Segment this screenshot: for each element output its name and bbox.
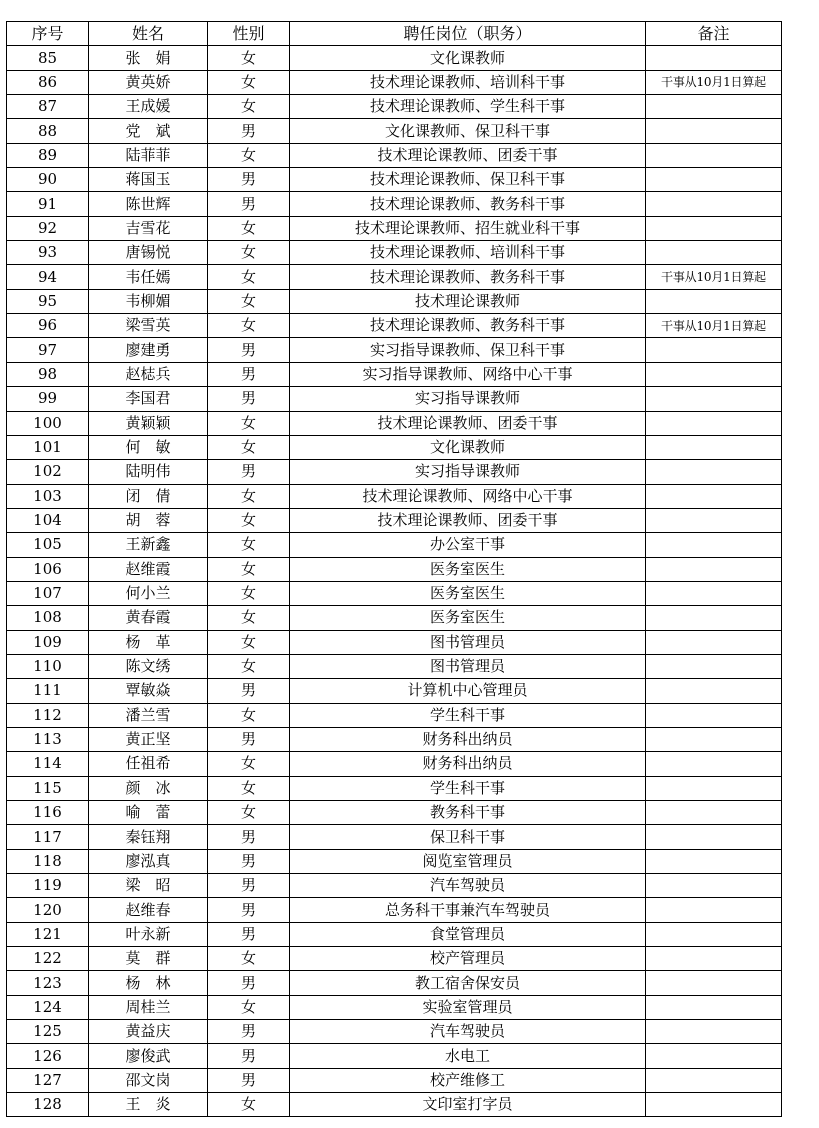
cell-name: 梁 昭: [89, 874, 208, 898]
cell-gender: 女: [208, 801, 290, 825]
cell-serial-number: 118: [7, 849, 89, 873]
table-row: [7, 1068, 782, 1092]
cell-name: 任祖希: [89, 752, 208, 776]
cell-serial-number: 89: [7, 143, 89, 167]
cell-serial-number: 120: [7, 898, 89, 922]
cell-remarks: [646, 703, 782, 727]
table-row: [7, 606, 782, 630]
cell-position: 技术理论课教师、学生科干事: [290, 95, 646, 119]
cell-gender: 男: [208, 898, 290, 922]
cell-name: 喻 蕾: [89, 801, 208, 825]
table-row: [7, 898, 782, 922]
cell-serial-number: 99: [7, 387, 89, 411]
table-row: [7, 679, 782, 703]
table-row: [7, 484, 782, 508]
cell-name: 陈文绣: [89, 654, 208, 678]
cell-position: 技术理论课教师、保卫科干事: [290, 168, 646, 192]
cell-position: 实习指导课教师: [290, 460, 646, 484]
cell-serial-number: 102: [7, 460, 89, 484]
cell-serial-number: 121: [7, 922, 89, 946]
cell-serial-number: 86: [7, 70, 89, 94]
cell-position: 技术理论课教师、网络中心干事: [290, 484, 646, 508]
cell-gender: 男: [208, 338, 290, 362]
table-row: [7, 143, 782, 167]
table-row: [7, 533, 782, 557]
cell-gender: 男: [208, 849, 290, 873]
cell-serial-number: 110: [7, 654, 89, 678]
table-body: [7, 46, 782, 1117]
cell-position: 实习指导课教师: [290, 387, 646, 411]
table-row: [7, 216, 782, 240]
cell-gender: 男: [208, 922, 290, 946]
cell-remarks: [646, 581, 782, 605]
cell-name: 闭 倩: [89, 484, 208, 508]
cell-serial-number: 97: [7, 338, 89, 362]
cell-serial-number: 103: [7, 484, 89, 508]
cell-serial-number: 100: [7, 411, 89, 435]
cell-name: 王 炎: [89, 1093, 208, 1117]
cell-gender: 女: [208, 70, 290, 94]
cell-gender: 女: [208, 435, 290, 459]
cell-remarks: 干事从10月1日算起: [646, 70, 782, 94]
cell-serial-number: 94: [7, 265, 89, 289]
table-row: [7, 776, 782, 800]
cell-remarks: [646, 1020, 782, 1044]
cell-position: 汽车驾驶员: [290, 1020, 646, 1044]
cell-remarks: [646, 606, 782, 630]
cell-name: 秦钰翔: [89, 825, 208, 849]
cell-name: 黄正坚: [89, 727, 208, 751]
cell-remarks: [646, 679, 782, 703]
staff-appointment-table: [6, 21, 782, 1117]
cell-serial-number: 109: [7, 630, 89, 654]
cell-position: 图书管理员: [290, 630, 646, 654]
cell-position: 文化课教师: [290, 46, 646, 70]
cell-position: 技术理论课教师、教务科干事: [290, 265, 646, 289]
cell-serial-number: 113: [7, 727, 89, 751]
cell-gender: 男: [208, 387, 290, 411]
cell-gender: 男: [208, 971, 290, 995]
cell-remarks: [646, 825, 782, 849]
cell-serial-number: 115: [7, 776, 89, 800]
table-row: [7, 168, 782, 192]
cell-gender: 男: [208, 1068, 290, 1092]
cell-name: 莫 群: [89, 947, 208, 971]
cell-gender: 男: [208, 679, 290, 703]
cell-gender: 女: [208, 606, 290, 630]
cell-name: 吉雪花: [89, 216, 208, 240]
cell-serial-number: 123: [7, 971, 89, 995]
cell-name: 何小兰: [89, 581, 208, 605]
table-row: [7, 703, 782, 727]
cell-remarks: [646, 508, 782, 532]
cell-remarks: [646, 849, 782, 873]
cell-position: 医务室医生: [290, 581, 646, 605]
cell-serial-number: 96: [7, 314, 89, 338]
cell-remarks: [646, 362, 782, 386]
cell-name: 黄春霞: [89, 606, 208, 630]
cell-remarks: [646, 654, 782, 678]
cell-gender: 女: [208, 703, 290, 727]
cell-gender: 女: [208, 533, 290, 557]
header-remarks: 备注: [646, 22, 782, 46]
cell-position: 食堂管理员: [290, 922, 646, 946]
cell-gender: 男: [208, 1044, 290, 1068]
cell-name: 胡 蓉: [89, 508, 208, 532]
cell-gender: 女: [208, 216, 290, 240]
cell-position: 文化课教师、保卫科干事: [290, 119, 646, 143]
cell-gender: 女: [208, 995, 290, 1019]
cell-name: 赵梽兵: [89, 362, 208, 386]
cell-remarks: [646, 95, 782, 119]
table-row: [7, 995, 782, 1019]
cell-gender: 女: [208, 581, 290, 605]
cell-name: 邵文岗: [89, 1068, 208, 1092]
cell-serial-number: 88: [7, 119, 89, 143]
cell-gender: 女: [208, 143, 290, 167]
cell-position: 水电工: [290, 1044, 646, 1068]
cell-serial-number: 125: [7, 1020, 89, 1044]
cell-gender: 男: [208, 727, 290, 751]
cell-gender: 女: [208, 46, 290, 70]
cell-gender: 女: [208, 630, 290, 654]
cell-name: 黄颖颖: [89, 411, 208, 435]
cell-gender: 女: [208, 776, 290, 800]
cell-remarks: [646, 995, 782, 1019]
cell-position: 教工宿舍保安员: [290, 971, 646, 995]
cell-remarks: [646, 435, 782, 459]
table-row: [7, 70, 782, 94]
cell-name: 陆菲菲: [89, 143, 208, 167]
table-row: [7, 825, 782, 849]
table-row: [7, 1093, 782, 1117]
cell-remarks: [646, 46, 782, 70]
cell-name: 韦柳媚: [89, 289, 208, 313]
cell-gender: 男: [208, 1020, 290, 1044]
table-row: [7, 947, 782, 971]
cell-position: 学生科干事: [290, 703, 646, 727]
cell-remarks: [646, 557, 782, 581]
cell-serial-number: 122: [7, 947, 89, 971]
cell-position: 技术理论课教师、团委干事: [290, 411, 646, 435]
table-row: [7, 727, 782, 751]
cell-remarks: [646, 1068, 782, 1092]
cell-name: 赵维霞: [89, 557, 208, 581]
cell-gender: 男: [208, 119, 290, 143]
cell-serial-number: 91: [7, 192, 89, 216]
cell-name: 杨 革: [89, 630, 208, 654]
cell-remarks: [646, 289, 782, 313]
cell-remarks: [646, 387, 782, 411]
cell-position: 文化课教师: [290, 435, 646, 459]
cell-position: 技术理论课教师、教务科干事: [290, 314, 646, 338]
cell-serial-number: 128: [7, 1093, 89, 1117]
cell-serial-number: 107: [7, 581, 89, 605]
cell-remarks: [646, 801, 782, 825]
cell-position: 实习指导课教师、网络中心干事: [290, 362, 646, 386]
cell-remarks: [646, 168, 782, 192]
cell-position: 技术理论课教师、招生就业科干事: [290, 216, 646, 240]
table-row: [7, 119, 782, 143]
table-row: [7, 874, 782, 898]
cell-position: 技术理论课教师: [290, 289, 646, 313]
cell-remarks: [646, 971, 782, 995]
cell-serial-number: 87: [7, 95, 89, 119]
cell-position: 校产维修工: [290, 1068, 646, 1092]
cell-serial-number: 106: [7, 557, 89, 581]
cell-position: 技术理论课教师、培训科干事: [290, 70, 646, 94]
cell-remarks: [646, 947, 782, 971]
cell-remarks: [646, 1044, 782, 1068]
cell-remarks: 干事从10月1日算起: [646, 265, 782, 289]
cell-position: 技术理论课教师、培训科干事: [290, 241, 646, 265]
cell-position: 计算机中心管理员: [290, 679, 646, 703]
cell-remarks: [646, 411, 782, 435]
cell-gender: 男: [208, 168, 290, 192]
cell-name: 李国君: [89, 387, 208, 411]
cell-name: 杨 林: [89, 971, 208, 995]
cell-remarks: [646, 922, 782, 946]
table-row: [7, 265, 782, 289]
cell-serial-number: 124: [7, 995, 89, 1019]
table-row: [7, 849, 782, 873]
cell-position: 文印室打字员: [290, 1093, 646, 1117]
table-row: [7, 801, 782, 825]
cell-gender: 女: [208, 241, 290, 265]
table-row: [7, 581, 782, 605]
cell-serial-number: 105: [7, 533, 89, 557]
cell-gender: 男: [208, 874, 290, 898]
cell-serial-number: 119: [7, 874, 89, 898]
cell-remarks: [646, 338, 782, 362]
cell-serial-number: 93: [7, 241, 89, 265]
cell-gender: 女: [208, 947, 290, 971]
cell-name: 党 斌: [89, 119, 208, 143]
cell-gender: 女: [208, 265, 290, 289]
cell-position: 保卫科干事: [290, 825, 646, 849]
cell-position: 实习指导课教师、保卫科干事: [290, 338, 646, 362]
cell-position: 实验室管理员: [290, 995, 646, 1019]
table-row: [7, 557, 782, 581]
cell-serial-number: 92: [7, 216, 89, 240]
cell-remarks: [646, 1093, 782, 1117]
cell-name: 覃敏焱: [89, 679, 208, 703]
cell-serial-number: 117: [7, 825, 89, 849]
cell-gender: 女: [208, 752, 290, 776]
cell-gender: 女: [208, 314, 290, 338]
cell-gender: 女: [208, 484, 290, 508]
cell-name: 赵维春: [89, 898, 208, 922]
cell-gender: 女: [208, 508, 290, 532]
table-row: [7, 192, 782, 216]
table-header-row: [7, 22, 782, 46]
cell-serial-number: 116: [7, 801, 89, 825]
table-row: [7, 460, 782, 484]
cell-position: 汽车驾驶员: [290, 874, 646, 898]
cell-name: 王新鑫: [89, 533, 208, 557]
cell-position: 图书管理员: [290, 654, 646, 678]
cell-gender: 男: [208, 825, 290, 849]
table-row: [7, 752, 782, 776]
table-row: [7, 314, 782, 338]
cell-name: 张 娟: [89, 46, 208, 70]
cell-serial-number: 104: [7, 508, 89, 532]
cell-remarks: [646, 533, 782, 557]
cell-serial-number: 112: [7, 703, 89, 727]
cell-name: 何 敏: [89, 435, 208, 459]
cell-serial-number: 90: [7, 168, 89, 192]
cell-name: 蒋国玉: [89, 168, 208, 192]
cell-position: 财务科出纳员: [290, 752, 646, 776]
table-row: [7, 971, 782, 995]
cell-gender: 男: [208, 362, 290, 386]
cell-gender: 女: [208, 411, 290, 435]
cell-serial-number: 108: [7, 606, 89, 630]
cell-serial-number: 111: [7, 679, 89, 703]
cell-remarks: [646, 484, 782, 508]
cell-name: 颜 冰: [89, 776, 208, 800]
cell-position: 技术理论课教师、团委干事: [290, 508, 646, 532]
cell-remarks: [646, 752, 782, 776]
cell-name: 周桂兰: [89, 995, 208, 1019]
cell-name: 叶永新: [89, 922, 208, 946]
cell-position: 教务科干事: [290, 801, 646, 825]
table-row: [7, 289, 782, 313]
header-serial-number: 序号: [7, 22, 89, 46]
cell-name: 唐锡悦: [89, 241, 208, 265]
cell-gender: 女: [208, 654, 290, 678]
cell-name: 潘兰雪: [89, 703, 208, 727]
cell-position: 总务科干事兼汽车驾驶员: [290, 898, 646, 922]
cell-gender: 女: [208, 289, 290, 313]
cell-serial-number: 127: [7, 1068, 89, 1092]
table-row: [7, 46, 782, 70]
cell-serial-number: 101: [7, 435, 89, 459]
cell-position: 校产管理员: [290, 947, 646, 971]
cell-serial-number: 126: [7, 1044, 89, 1068]
cell-name: 韦任嫣: [89, 265, 208, 289]
cell-remarks: [646, 192, 782, 216]
table-row: [7, 508, 782, 532]
cell-name: 黄英娇: [89, 70, 208, 94]
cell-remarks: [646, 727, 782, 751]
cell-gender: 男: [208, 192, 290, 216]
table-row: [7, 630, 782, 654]
header-gender: 性别: [208, 22, 290, 46]
table-row: [7, 95, 782, 119]
table-row: [7, 922, 782, 946]
cell-remarks: 干事从10月1日算起: [646, 314, 782, 338]
cell-gender: 女: [208, 557, 290, 581]
cell-remarks: [646, 216, 782, 240]
table-row: [7, 1044, 782, 1068]
cell-remarks: [646, 630, 782, 654]
table-row: [7, 362, 782, 386]
header-appointed-position: 聘任岗位（职务）: [290, 22, 646, 46]
table-row: [7, 435, 782, 459]
cell-gender: 女: [208, 95, 290, 119]
table-row: [7, 411, 782, 435]
cell-name: 廖泓真: [89, 849, 208, 873]
cell-serial-number: 98: [7, 362, 89, 386]
table-row: [7, 654, 782, 678]
cell-position: 财务科出纳员: [290, 727, 646, 751]
cell-remarks: [646, 241, 782, 265]
cell-serial-number: 95: [7, 289, 89, 313]
cell-name: 廖建勇: [89, 338, 208, 362]
header-name: 姓名: [89, 22, 208, 46]
table-row: [7, 387, 782, 411]
cell-gender: 男: [208, 460, 290, 484]
cell-name: 黄益庆: [89, 1020, 208, 1044]
cell-remarks: [646, 874, 782, 898]
cell-name: 廖俊武: [89, 1044, 208, 1068]
cell-position: 阅览室管理员: [290, 849, 646, 873]
table-row: [7, 338, 782, 362]
cell-name: 陈世辉: [89, 192, 208, 216]
cell-position: 医务室医生: [290, 606, 646, 630]
cell-gender: 女: [208, 1093, 290, 1117]
cell-position: 技术理论课教师、团委干事: [290, 143, 646, 167]
cell-position: 学生科干事: [290, 776, 646, 800]
cell-name: 王成媛: [89, 95, 208, 119]
cell-remarks: [646, 119, 782, 143]
table-row: [7, 241, 782, 265]
cell-serial-number: 114: [7, 752, 89, 776]
cell-name: 梁雪英: [89, 314, 208, 338]
cell-remarks: [646, 460, 782, 484]
table-row: [7, 1020, 782, 1044]
cell-position: 办公室干事: [290, 533, 646, 557]
cell-remarks: [646, 898, 782, 922]
cell-position: 医务室医生: [290, 557, 646, 581]
cell-name: 陆明伟: [89, 460, 208, 484]
cell-remarks: [646, 143, 782, 167]
cell-position: 技术理论课教师、教务科干事: [290, 192, 646, 216]
cell-remarks: [646, 776, 782, 800]
cell-serial-number: 85: [7, 46, 89, 70]
